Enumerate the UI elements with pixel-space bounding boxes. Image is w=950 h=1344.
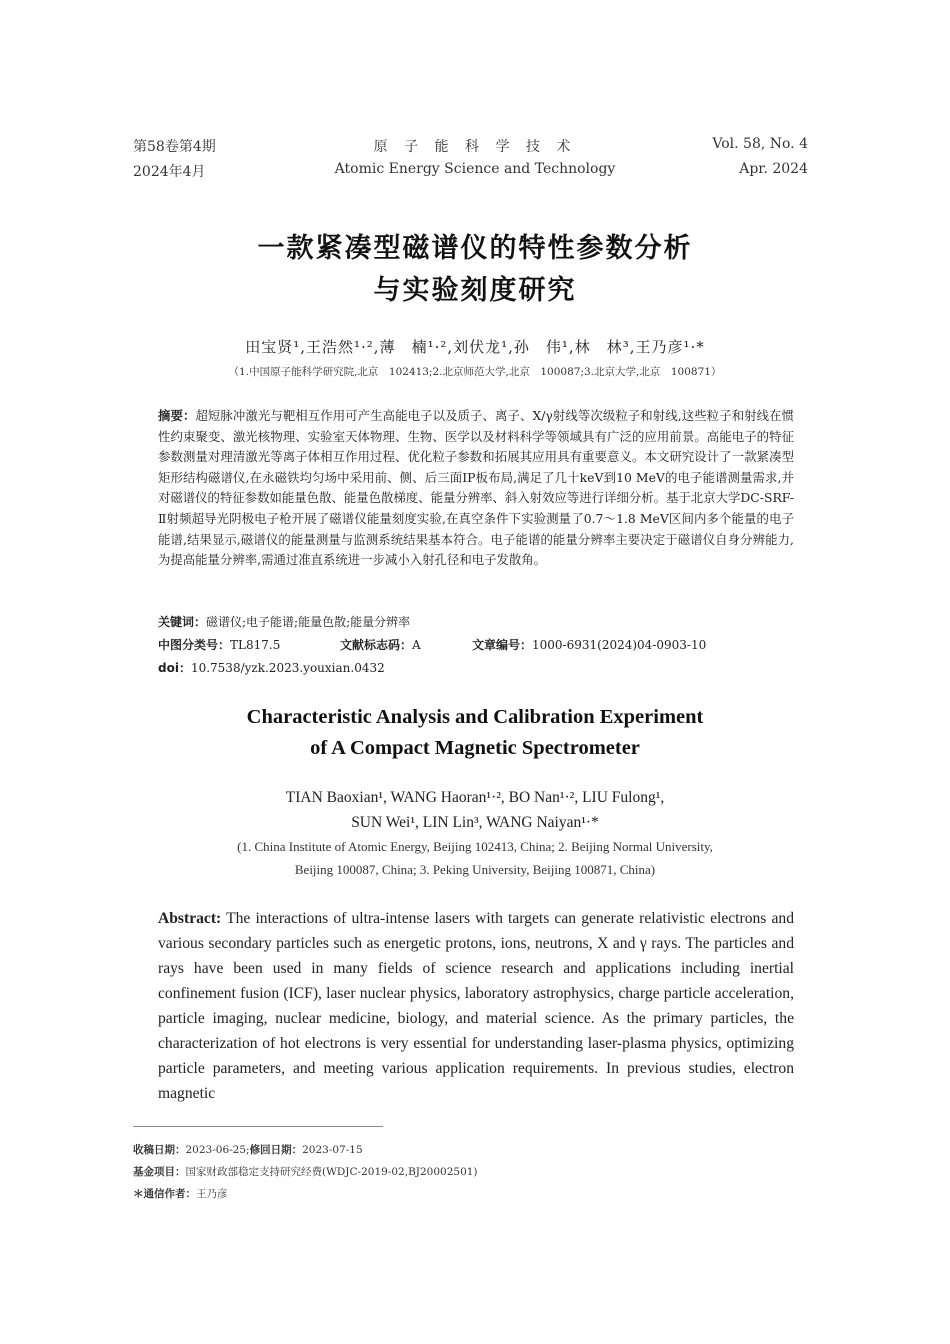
- abstract-cn-label: 摘要：: [158, 408, 196, 423]
- footnote-divider: [133, 1126, 383, 1127]
- document-code: 文献标志码：A: [340, 638, 421, 652]
- authors-en-line1: TIAN Baoxian¹, WANG Haoran¹·², BO Nan¹·², LIU Fulong¹,: [285, 789, 665, 806]
- journal-name-en: Atomic Energy Science and Technology: [334, 161, 616, 177]
- authors-en-line2: SUN Wei¹, LIN Lin³, WANG Naiyan¹·*: [351, 814, 599, 831]
- received-date: 收稿日期：2023-06-25;修回日期：2023-07-15: [133, 1144, 363, 1156]
- article-number: 文章编号：1000-6931(2024)04-0903-10: [472, 638, 707, 652]
- title-en-line1: Characteristic Analysis and Calibration Experiment: [246, 706, 704, 728]
- title-en-line2: of A Compact Magnetic Spectrometer: [310, 737, 640, 759]
- affiliations-en-line1: (1. China Institute of Atomic Energy, Beijing 102413, China; 2. Beijing Normal University,: [237, 839, 713, 854]
- title-cn-line2: 与实验刻度研究: [373, 275, 577, 306]
- abstract-cn-text: 超短脉冲激光与靶相互作用可产生高能电子以及质子、离子、X/γ射线等次级粒子和射线,这些粒子和射线在惯性约束聚变、激光核物理、实验室天体物理、生物、医学以及材料科学等领域具有广泛的应用前景。高能电子的特征参数测量对理清激光等离子体相互作用过程、优化粒子参数和拓展其应用具有重要意义。本文研究设计了一款紧凑型矩形结构磁谱仪,在永磁铁均匀场中采用前、侧、后三面IP板布局,满足了几十keV到10 MeV的电子能谱测量需求,并对磁谱仪的特征参数如能量色散、能量色散梯度、能量分辨率、斜入射效应等进行详细分析。基于北京大学DC-SRF-Ⅱ射频超导光阴极电子枪开展了磁谱仪能量刻度实验,在真空条件下实验测量了0.7～1.8 MeV区间内多个能量的电子能谱,结果显示,磁谱仪的能量测量与监测系统结果基本符合。电子能谱的能量分辨率主要决定于磁谱仪自身分辨能力,为提高能量分辨率,需通过准直系统进一步减小入射孔径和电子发散角。: [158, 408, 795, 568]
- abstract-en: [158, 906, 794, 1106]
- doi: doi：10.7538/yzk.2023.youxian.0432: [158, 661, 385, 675]
- corresponding-author: ＊通信作者：王乃彦: [133, 1188, 228, 1200]
- affiliations-en-line2: Beijing 100087, China; 3. Peking University, Beijing 100871, China): [294, 862, 656, 877]
- journal-name-cn: 原 子 能 科 学 技 术: [373, 139, 577, 155]
- authors-cn: 田宝贤¹,王浩然¹·²,薄 楠¹·²,刘伏龙¹,孙 伟¹,林 林³,王乃彦¹·*: [245, 338, 705, 356]
- affiliations-cn: （1.中国原子能科学研究院,北京 102413;2.北京师范大学,北京 100087;3.北京大学,北京 100871）: [228, 366, 722, 378]
- volume-issue-en: Vol. 58, No. 4: [712, 136, 808, 152]
- abstract-en-text: The interactions of ultra-intense lasers with targets can generate relativistic electrons and various secondary particles such as energetic protons, ions, neutrons, X and γ rays. The particles and rays have been used in many fields of science research and applications including inertial confinement fusion (ICF), laser nuclear physics, laboratory astrophysics, charge particle acceleration, particle imaging, nuclear medicine, biology, and material science. As the primary particles, the characterization of hot electrons is very essential for understanding laser-plasma physics, optimizing particle parameters, and meeting various application requirements. In previous studies, electron magnetic: [158, 910, 794, 1102]
- fund-project: 基金项目：国家财政部稳定支持研究经费(WDJC-2019-02,BJ20002501): [133, 1166, 478, 1178]
- title-cn-line1: 一款紧凑型磁谱仪的特性参数分析: [257, 233, 693, 264]
- keywords-cn: 关键词：磁谱仪;电子能谱;能量色散;能量分辨率: [158, 615, 411, 629]
- abstract-en-label: Abstract:: [158, 910, 222, 927]
- volume-issue-cn: 第58卷第4期: [133, 139, 216, 155]
- date-en: Apr. 2024: [739, 161, 808, 177]
- abstract-cn: [158, 406, 794, 571]
- date-cn: 2024年4月: [133, 164, 206, 180]
- clc-number: 中图分类号：TL817.5: [158, 638, 281, 652]
